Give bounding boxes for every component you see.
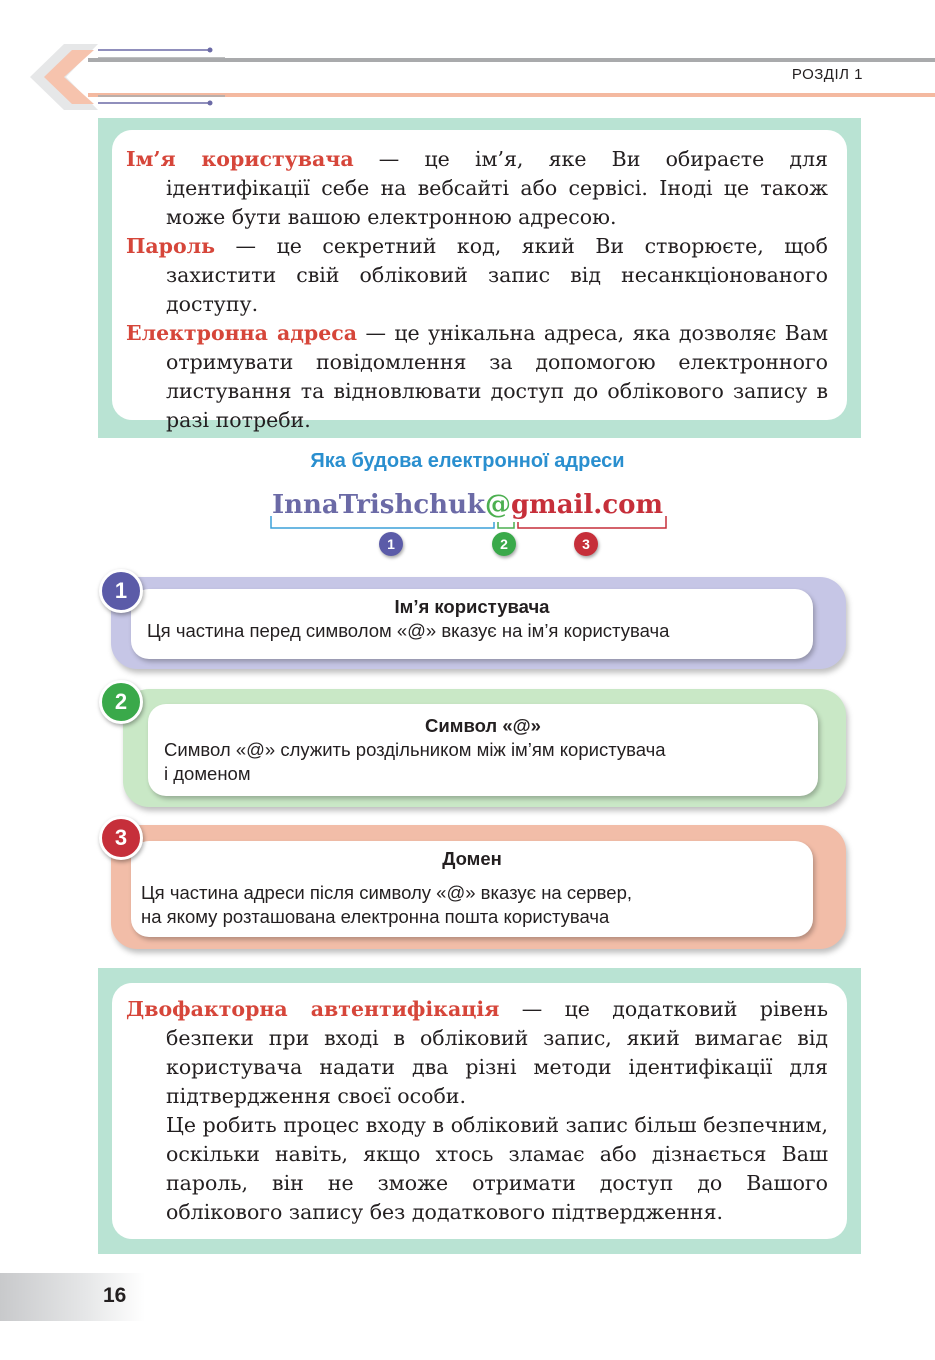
badge-1: 1 (99, 569, 143, 613)
part-text-line: на якому розташована електронна пошта користувача (141, 906, 610, 927)
part-at-card (148, 704, 818, 796)
chapter-label: РОЗДІЛ 1 (791, 66, 863, 83)
definition-body: — це ім’я, яке Ви обираєте для ідентифікації себе на вебсайті або сервісі. Іноді це також може бути вашою електронною адресою. (166, 147, 828, 229)
definition-password (126, 232, 828, 319)
part-title: Ім’я користувача (394, 596, 550, 617)
header-decor-lines (90, 44, 230, 108)
part-text-line: Символ «@» служить роздільником між ім’ям користувача (164, 739, 666, 760)
part-title: Домен (442, 848, 502, 869)
definition-body: — це додатковий рівень безпеки при вході в обліковий запис, який вимагає від користувача надати два різні методи ідентифікації для підтвердження своєї особи. (166, 997, 828, 1108)
email-at-part: @ (485, 490, 511, 520)
definition-body: — це унікальна адреса, яка дозволяє Вам отримувати повідомлення за допомогою електронного листування та відновлювати доступ до облікового запису в разі потреби. (166, 321, 829, 432)
email-user-part: InnaTrishchuk (271, 490, 485, 520)
section-title: Яка будова електронної адреси (310, 450, 625, 472)
part-text: Ця частина перед символом «@» вказує на ім’я користувача (147, 620, 670, 641)
marker-2: 2 (492, 532, 516, 556)
term: Ім’я користувача (126, 147, 354, 171)
two-factor-text (126, 995, 828, 1227)
definition-body: — це секретний код, який Ви створюєте, щоб захистити свій обліковий запис від несанкціонованого доступу. (166, 234, 828, 316)
page-number: 16 (103, 1284, 127, 1307)
term: Двофакторна автентифікація (126, 997, 500, 1021)
definition-username (126, 145, 828, 232)
term: Пароль (126, 234, 216, 258)
part-text-line: Ця частина адреси після символу «@» вказує на сервер, (141, 882, 632, 903)
part-text-line: і доменом (164, 763, 251, 784)
email-brackets (268, 514, 672, 534)
part-domain-card (131, 841, 813, 937)
two-factor-extra: Це робить процес входу в обліковий запис більш безпечним, оскільки навіть, якщо хтось зламає або дізнається Ваш пароль, він не зможе отримати доступ до Вашого облікового запису без додаткового підтвердження. (166, 1113, 828, 1224)
badge-3: 3 (99, 816, 143, 860)
marker-1: 1 (379, 532, 403, 556)
email-domain-part: gmail.com (511, 490, 664, 520)
term: Електронна адреса (126, 321, 358, 345)
part-username-card (131, 589, 813, 659)
part-title: Символ «@» (425, 715, 541, 736)
definition-two-factor (126, 995, 828, 1111)
definitions-text (126, 145, 828, 435)
marker-3: 3 (574, 532, 598, 556)
badge-2: 2 (99, 680, 143, 724)
definition-email (126, 319, 828, 435)
